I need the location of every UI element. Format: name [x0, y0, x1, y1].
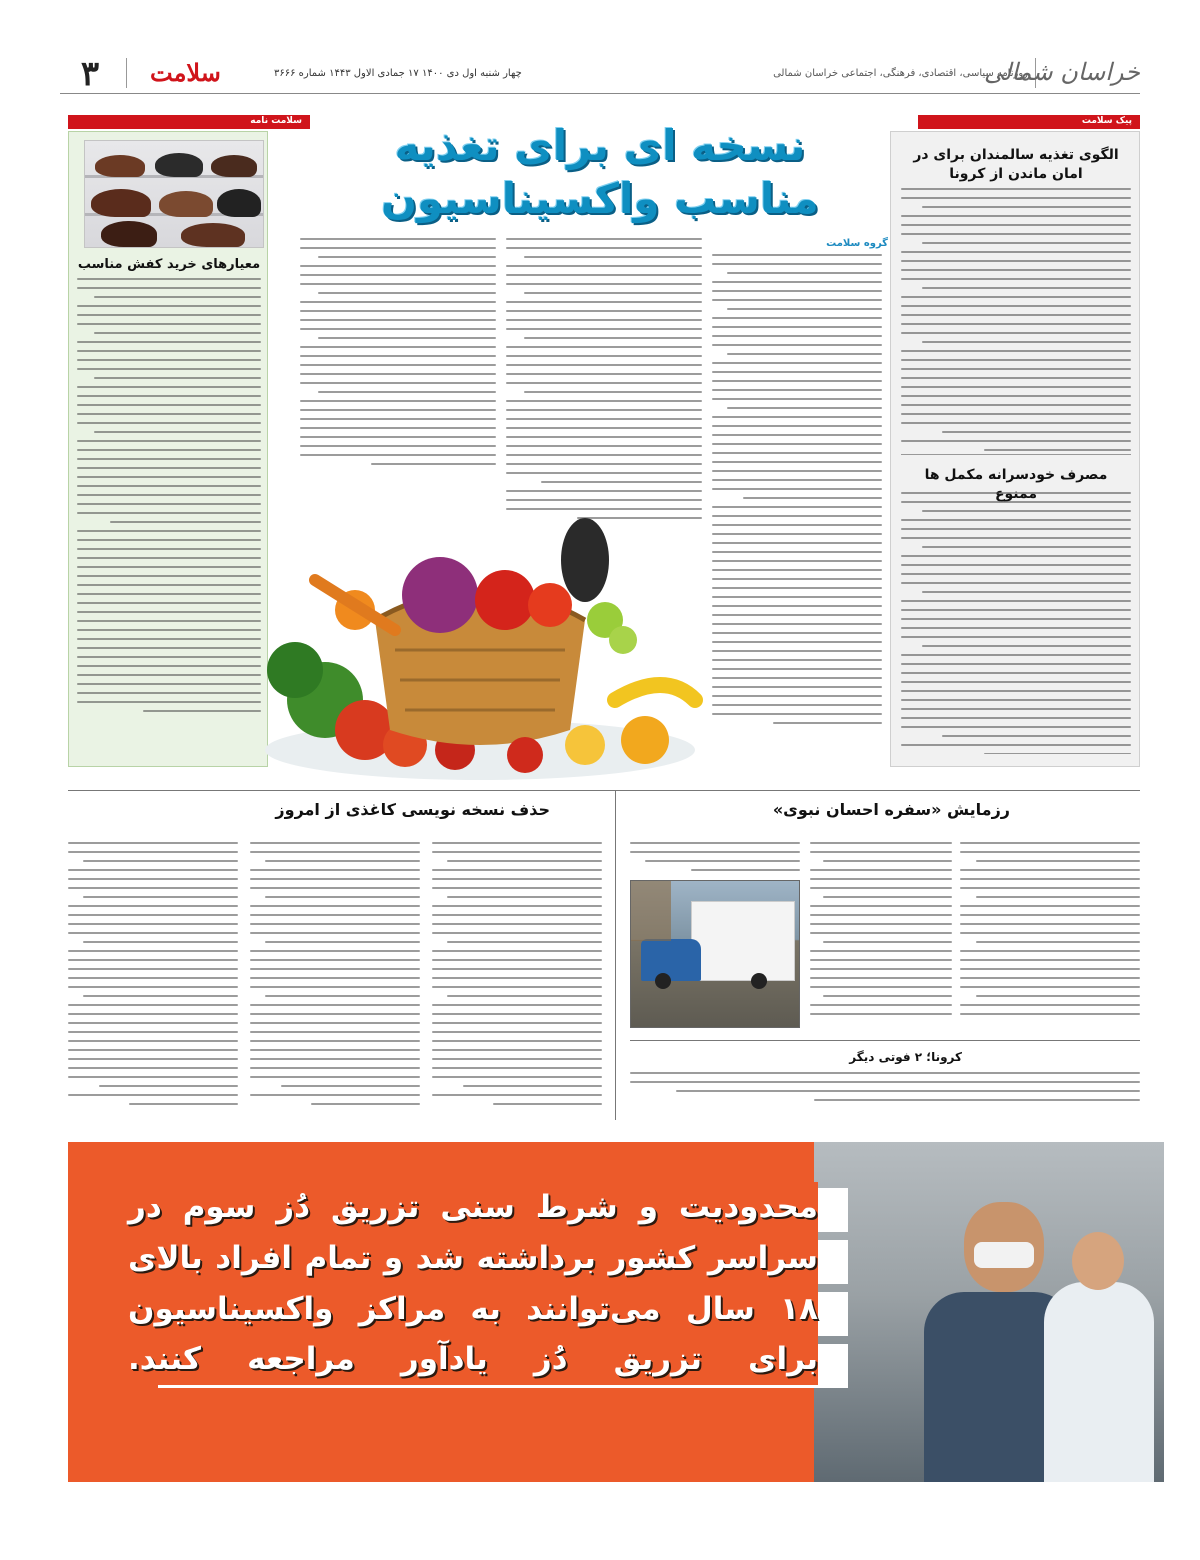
banner-text-wrap	[128, 1182, 818, 1385]
tagline: روزنامه سیاسی، اقتصادی، فرهنگی، اجتماعی خراسان شمالی	[773, 68, 1028, 79]
main-headline: نسخه ای برای تغذیه مناسب واکسیناسیون	[381, 121, 819, 223]
newspaper-logo: خراسان شمالی	[983, 58, 1140, 86]
section-ribbon: سلامت نامه	[68, 115, 310, 129]
dateline: چهار شنبه اول دی ۱۴۰۰ ۱۷ جمادی الاول ۱۴۴۳ شماره ۳۶۶۶	[274, 68, 522, 79]
divider	[901, 454, 1131, 455]
article-body	[901, 492, 1131, 754]
divider	[126, 58, 127, 88]
page-number: ۳	[80, 54, 100, 94]
article-body	[77, 278, 261, 758]
article-title: مصرف خودسرانه مکمل ها	[924, 467, 1108, 483]
story-headline: حذف نسخه نویسی کاغذی از امروز	[275, 800, 550, 819]
divider	[615, 790, 616, 1120]
article-body	[901, 188, 1131, 458]
banner-text: محدودیت و شرط سنی تزریق دُز سوم در سراسر کشور برداشته شد و تمام افراد بالای ۱۸ سال می‌توانند به مراکز واکسیناسیون برای تزریق دُز یادآور مراجعه کنند.	[128, 1182, 818, 1385]
article-column	[68, 842, 238, 1112]
divider	[68, 790, 1140, 791]
vaccination-banner	[68, 1142, 1164, 1482]
story-headline: کرونا؛ ۲ فوتی دیگر	[849, 1050, 962, 1064]
story-headline: رزمایش «سفره احسان نبوی»	[772, 800, 1010, 819]
article-column	[810, 842, 952, 1028]
article-title: الگوی تغذیه سالمندان برای در امان ماندن از کرونا	[913, 147, 1119, 182]
article-column	[432, 842, 602, 1112]
truck-photo	[630, 880, 800, 1028]
shoes-photo	[84, 140, 264, 248]
article-column	[712, 254, 882, 754]
article-column	[250, 842, 420, 1112]
article-column	[960, 842, 1140, 1028]
divider	[630, 1040, 1140, 1041]
vegetable-basket-photo	[255, 500, 705, 780]
section-ribbon: پیک سلامت	[918, 115, 1140, 129]
article-column	[300, 238, 496, 488]
article-body	[630, 1072, 1140, 1112]
health-news-box	[890, 131, 1140, 767]
article-column	[630, 842, 800, 876]
article-column	[506, 238, 702, 528]
section-name: سلامت	[150, 58, 221, 87]
byline: گروه سلامت	[826, 238, 888, 249]
masthead	[60, 54, 1140, 94]
vaccination-photo	[814, 1142, 1164, 1482]
article-title: معیارهای خرید کفش مناسب	[77, 257, 261, 272]
